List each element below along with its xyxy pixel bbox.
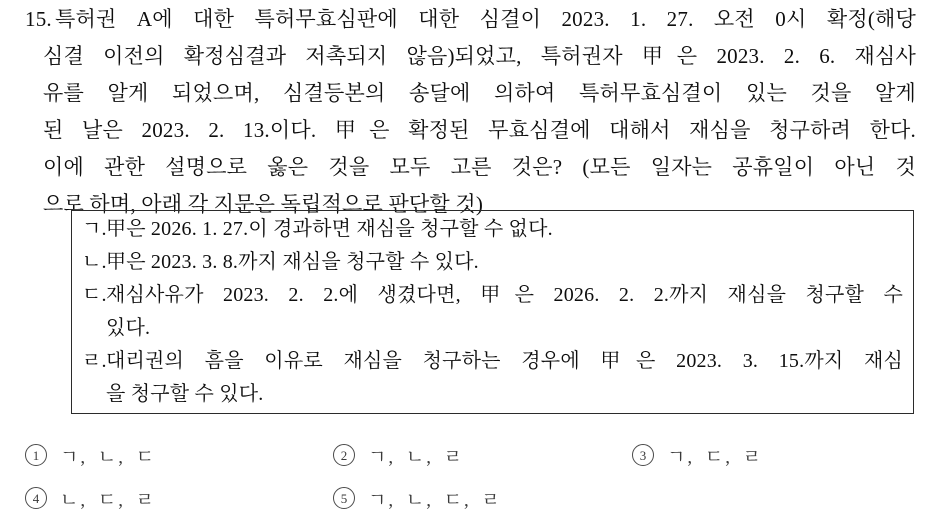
statement-item (82, 345, 903, 411)
option-item-2 (333, 444, 464, 466)
option-number-circle (25, 487, 47, 509)
option-label: ㄴ, ㄷ, ㄹ (60, 489, 157, 511)
question-line: 유를 알게 되었으며, 심결등본의 송달에 의하여 특허무효심결이 있는 것을 알게 (43, 81, 916, 105)
question-line: 이에 관한 설명으로 옳은 것을 모두 고른 것은? (모든 일자는 공휴일이 아닌 것 (43, 155, 916, 179)
question-line: 심결 이전의 확정심결과 저촉되지 않음)되었고, 특허권자 甲은 2023. 2. 6. 재심사 (43, 44, 916, 68)
statements-box (71, 210, 914, 414)
statement-item (82, 213, 903, 246)
option-number: 5 (340, 490, 348, 506)
option-label: ㄱ, ㄴ, ㄹ (368, 446, 465, 468)
question-line: 된 날은 2023. 2. 13.이다. 甲은 확정된 무효심결에 대해서 재심을 청구하려 한다. (43, 118, 916, 142)
statement-line: 甲은 2023. 3. 8.까지 재심을 청구할 수 있다. (106, 251, 479, 273)
question-line: 특허권 A에 대한 특허무효심판에 대한 심결이 2023. 1. 27. 오전 0시 확정(해당 (55, 7, 916, 31)
option-number-circle (333, 444, 355, 466)
statement-line: 대리권의 흠을 이유로 재심을 청구하는 경우에 甲은 2023. 3. 15.까지 재심 (106, 350, 903, 372)
option-number: 2 (340, 447, 348, 463)
statement-item (82, 279, 903, 345)
question-number: 15. (25, 7, 52, 31)
statement-line: 재심사유가 2023. 2. 2.에 생겼다면, 甲은 2026. 2. 2.까지 재심을 청구할 수 (106, 284, 903, 306)
statement-item (82, 246, 903, 279)
question-line: 으로 하며, 아래 각 지문은 독립적으로 판단할 것) (43, 192, 484, 216)
option-item-3 (632, 444, 763, 466)
statement-marker: ㄴ. (82, 251, 107, 273)
option-item-1 (25, 444, 156, 466)
option-number-circle (25, 444, 47, 466)
option-number: 1 (32, 447, 40, 463)
statement-line: 甲은 2026. 1. 27.이 경과하면 재심을 청구할 수 없다. (106, 218, 553, 240)
statement-line: 있다. (106, 317, 151, 339)
option-number-circle (632, 444, 654, 466)
option-number-circle (333, 487, 355, 509)
statement-marker: ㄹ. (82, 350, 107, 372)
option-item-4 (25, 487, 156, 509)
question-block (25, 1, 916, 223)
statement-marker: ㄷ. (82, 284, 107, 306)
option-label: ㄱ, ㄷ, ㄹ (667, 446, 764, 468)
option-label: ㄱ, ㄴ, ㄷ (60, 446, 157, 468)
statement-line: 을 청구할 수 있다. (106, 383, 264, 405)
statement-marker: ㄱ. (82, 218, 107, 240)
option-number: 3 (639, 447, 647, 463)
option-item-5 (333, 487, 502, 509)
option-number: 4 (32, 490, 40, 506)
option-label: ㄱ, ㄴ, ㄷ, ㄹ (368, 489, 502, 511)
